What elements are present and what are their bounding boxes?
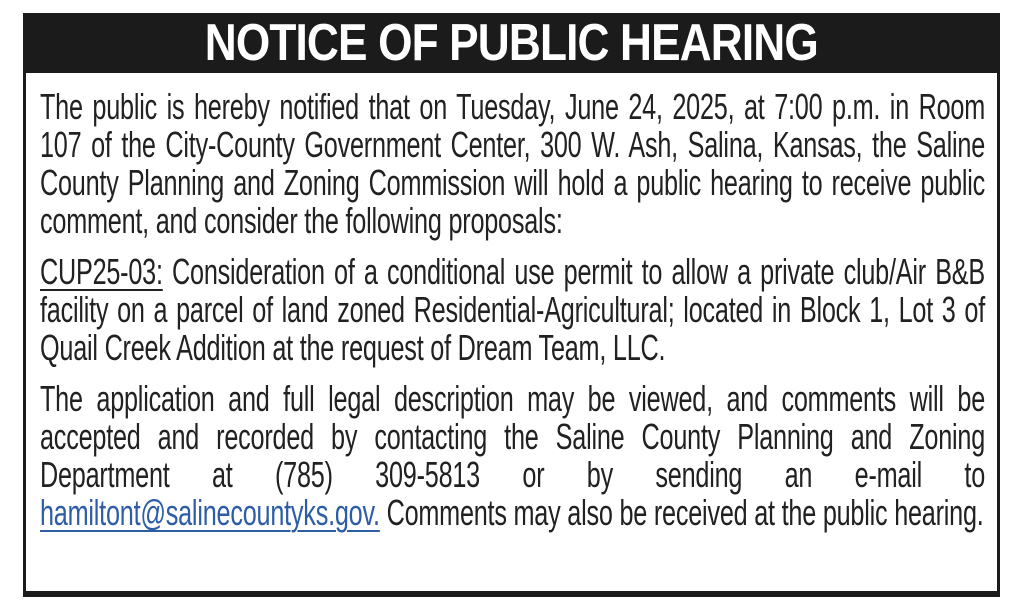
- notice-title: NOTICE OF PUBLIC HEARING: [204, 14, 818, 72]
- case-number: CUP25-03:: [40, 251, 163, 292]
- notice-body: [23, 73, 1000, 597]
- notice-paragraphs: [40, 88, 985, 532]
- notice-title-wrapper: [23, 13, 1000, 73]
- email-link[interactable]: hamiltont@salinecountyks.gov.: [40, 492, 380, 533]
- proposal-cup25-03-paragraph: [40, 253, 985, 367]
- contact-paragraph: [40, 380, 985, 532]
- public-hearing-notice: [23, 13, 1000, 597]
- contact-text-before-link: The application and full legal description may be viewed, and comments will be accepted and recorded by contacting the Saline County Planning and Zoning Department at (785) 309-5813 or by sending an e-mail to: [40, 378, 985, 495]
- intro-text: The public is hereby notified that on Tuesday, June 24, 2025, at 7:00 p.m. in Room 107 of the City-County Government Center, 300 W. Ash, Salina, Kansas, the Saline County Planning and Zoning Commission will hold a public hearing to receive public comment, and consider the following proposals:: [40, 86, 985, 241]
- proposal-text: Consideration of a conditional use permit to allow a private club/Air B&B facility on a parcel of land zoned Residential-Agricultural; located in Block 1, Lot 3 of Quail Creek Addition at the request of Dream Team, LLC.: [40, 251, 985, 368]
- contact-text-after-link: Comments may also be received at the public hearing.: [379, 492, 984, 533]
- notice-title-bar: [23, 13, 1000, 73]
- intro-paragraph: [40, 88, 985, 240]
